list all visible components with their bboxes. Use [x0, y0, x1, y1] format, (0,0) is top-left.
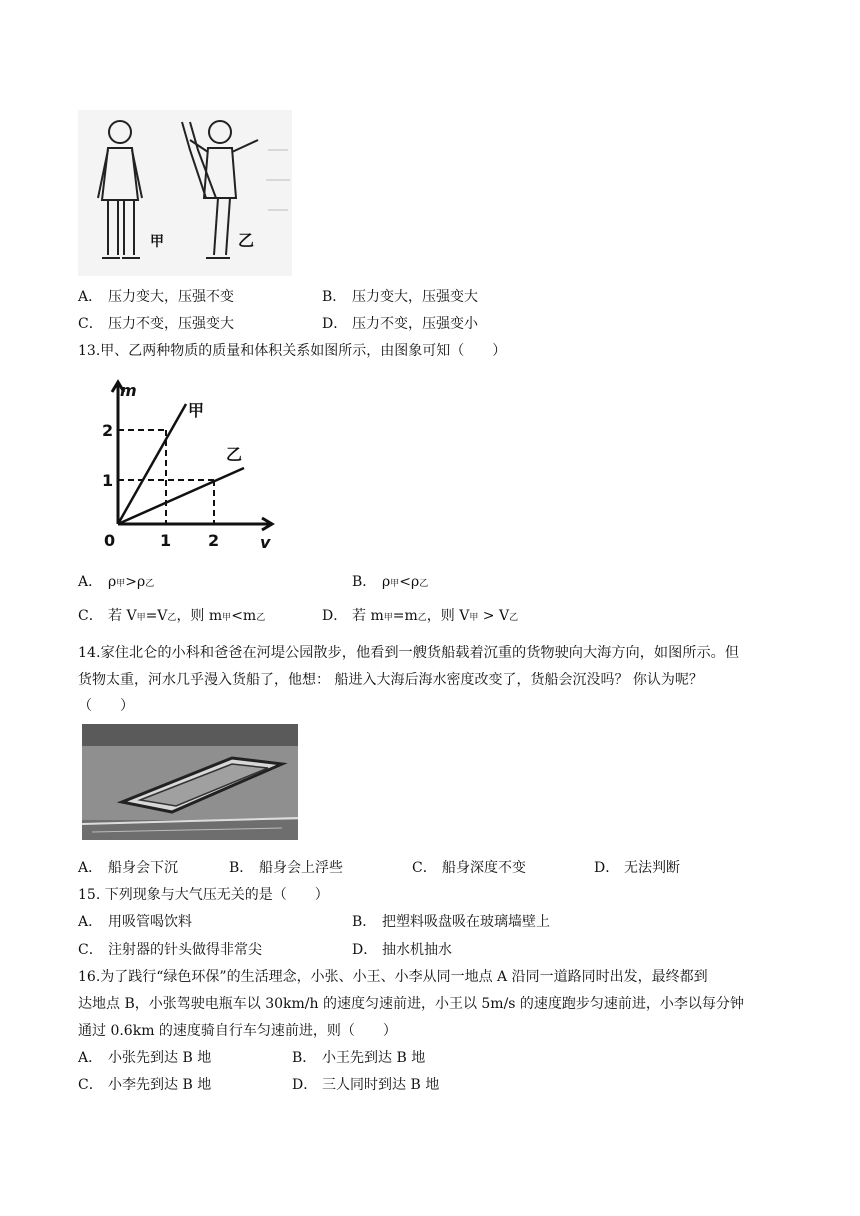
option-text: =V: [145, 608, 168, 624]
q14-option-b[interactable]: [229, 858, 343, 878]
subscript: 乙: [167, 613, 177, 623]
q12-option-c[interactable]: [78, 314, 234, 334]
q15-option-c[interactable]: [78, 940, 262, 960]
option-text: ，则 V: [426, 608, 470, 624]
q14-stem-line1: 14.家住北仑的小科和爸爸在河堤公园散步，他看到一艘货船载着沉重的货物驶向大海方向，如图所示。但: [78, 645, 740, 661]
q13-stem: 13.甲、乙两种物质的质量和体积关系如图所示，由图象可知（ ）: [78, 343, 507, 359]
option-text: 压力变大，压强不变: [108, 289, 234, 305]
q12-figure: [78, 110, 292, 276]
option-letter: B．: [352, 574, 377, 590]
x-tick-2: 2: [208, 531, 220, 550]
q13-option-a[interactable]: [78, 572, 154, 594]
q16-stem-line2: 达地点 B，小张驾驶电瓶车以 30km/h 的速度匀速前进，小王以 5m/s 的速度跑步匀速前进，小李以每分钟: [78, 996, 744, 1012]
option-letter: B．: [322, 289, 347, 305]
subscript: 甲: [469, 613, 479, 623]
q12-option-a[interactable]: [78, 287, 234, 307]
option-letter: C．: [78, 316, 103, 332]
subscript: 乙: [256, 613, 266, 623]
q14-option-a[interactable]: [78, 858, 178, 878]
q14-figure: [82, 724, 298, 840]
option-text: 船身会上浮些: [259, 860, 343, 876]
option-letter: D．: [292, 1077, 318, 1093]
option-letter: C．: [78, 1077, 103, 1093]
x-tick-1: 1: [160, 531, 172, 550]
subscript: 乙: [417, 613, 427, 623]
subscript: 甲: [390, 579, 400, 589]
y-tick-2: 2: [102, 421, 114, 440]
q16-option-a[interactable]: [78, 1048, 211, 1068]
q14-option-d[interactable]: [594, 858, 680, 878]
option-text: 抽水机抽水: [382, 942, 452, 958]
subscript: 甲: [222, 613, 232, 623]
y-tick-1: 1: [102, 471, 114, 490]
option-letter: D．: [594, 860, 620, 876]
option-letter: D．: [322, 608, 348, 624]
option-letter: A．: [78, 860, 103, 876]
option-text: <ρ: [399, 574, 420, 590]
subscript: 乙: [145, 579, 155, 589]
option-letter: A．: [78, 914, 103, 930]
q16-stem-line3: 通过 0.6km 的速度骑自行车匀速前进，则（ ）: [78, 1023, 397, 1039]
x-axis-label: v: [260, 533, 271, 552]
q16-option-d[interactable]: [292, 1075, 439, 1095]
option-text: 用吸管喝饮料: [108, 914, 192, 930]
option-letter: B．: [352, 914, 377, 930]
option-text: 船身深度不变: [442, 860, 526, 876]
origin-label: 0: [104, 531, 116, 550]
option-letter: C．: [78, 942, 103, 958]
option-text: =m: [392, 608, 418, 624]
option-letter: D．: [352, 942, 378, 958]
figure-label-a: 甲: [150, 234, 164, 250]
option-letter: C．: [78, 608, 103, 624]
q14-stem-line3: （ ）: [78, 698, 134, 714]
option-text: <m: [231, 608, 257, 624]
line-label-yi: 乙: [226, 445, 243, 464]
q12-option-b[interactable]: [322, 287, 478, 307]
option-text: 压力变大，压强变大: [352, 289, 478, 305]
option-letter: C．: [412, 860, 437, 876]
q16-option-b[interactable]: [292, 1048, 425, 1068]
option-text: 把塑料吸盘吸在玻璃墙壁上: [382, 914, 550, 930]
option-text: ρ: [108, 574, 117, 590]
subscript: 甲: [136, 613, 146, 623]
q15-option-b[interactable]: [352, 912, 550, 932]
line-label-jia: 甲: [188, 401, 205, 420]
q13-option-c[interactable]: [78, 606, 265, 628]
option-text: ，则 m: [176, 608, 223, 624]
option-text: 小张先到达 B 地: [108, 1050, 212, 1066]
option-letter: A．: [78, 574, 103, 590]
q13-graph: [94, 376, 286, 554]
q16-option-c[interactable]: [78, 1075, 211, 1095]
q15-option-d[interactable]: [352, 940, 452, 960]
y-axis-label: m: [120, 381, 137, 400]
option-text: 小王先到达 B 地: [322, 1050, 426, 1066]
line-yi: [118, 468, 244, 524]
line-jia: [118, 404, 186, 524]
data-lines: [118, 404, 244, 524]
option-text: ρ: [382, 574, 391, 590]
option-letter: D．: [322, 316, 348, 332]
option-text: > V: [478, 608, 510, 624]
q14-option-c[interactable]: [412, 858, 526, 878]
subscript: 乙: [509, 613, 519, 623]
option-text: 船身会下沉: [108, 860, 178, 876]
q14-stem-line2: 货物太重，河水几乎漫入货船了，他想： 船进入大海后海水密度改变了，货船会沉没吗？ 你认为呢？: [78, 672, 703, 688]
people-illustration: [78, 110, 292, 276]
subscript: 甲: [383, 613, 393, 623]
option-letter: A．: [78, 1050, 103, 1066]
q13-option-b[interactable]: [352, 572, 428, 594]
option-text: >ρ: [125, 574, 146, 590]
subscript: 乙: [419, 579, 429, 589]
q13-option-d[interactable]: [322, 606, 518, 628]
option-letter: A．: [78, 289, 103, 305]
option-text: 注射器的针头做得非常尖: [108, 942, 262, 958]
option-text: 小李先到达 B 地: [108, 1077, 212, 1093]
q15-stem: 15. 下列现象与大气压无关的是（ ）: [78, 887, 329, 903]
option-text: 无法判断: [624, 860, 680, 876]
mass-volume-graph: [94, 376, 286, 554]
q16-stem-line1: 16.为了践行“绿色环保”的生活理念，小张、小王、小李从同一地点 A 沿同一道路同时出发，最终都到: [78, 969, 708, 985]
option-text: 若 V: [108, 608, 137, 624]
option-text: 若 m: [352, 608, 384, 624]
option-text: 三人同时到达 B 地: [322, 1077, 440, 1093]
option-text: 压力不变，压强变大: [108, 316, 234, 332]
figure-label-b: 乙: [238, 231, 255, 250]
option-letter: B．: [229, 860, 254, 876]
cargo-ship-photo: [82, 724, 298, 840]
option-letter: B．: [292, 1050, 317, 1066]
subscript: 甲: [116, 579, 126, 589]
q15-option-a[interactable]: [78, 912, 192, 932]
option-text: 压力不变，压强变小: [352, 316, 478, 332]
q12-option-d[interactable]: [322, 314, 478, 334]
